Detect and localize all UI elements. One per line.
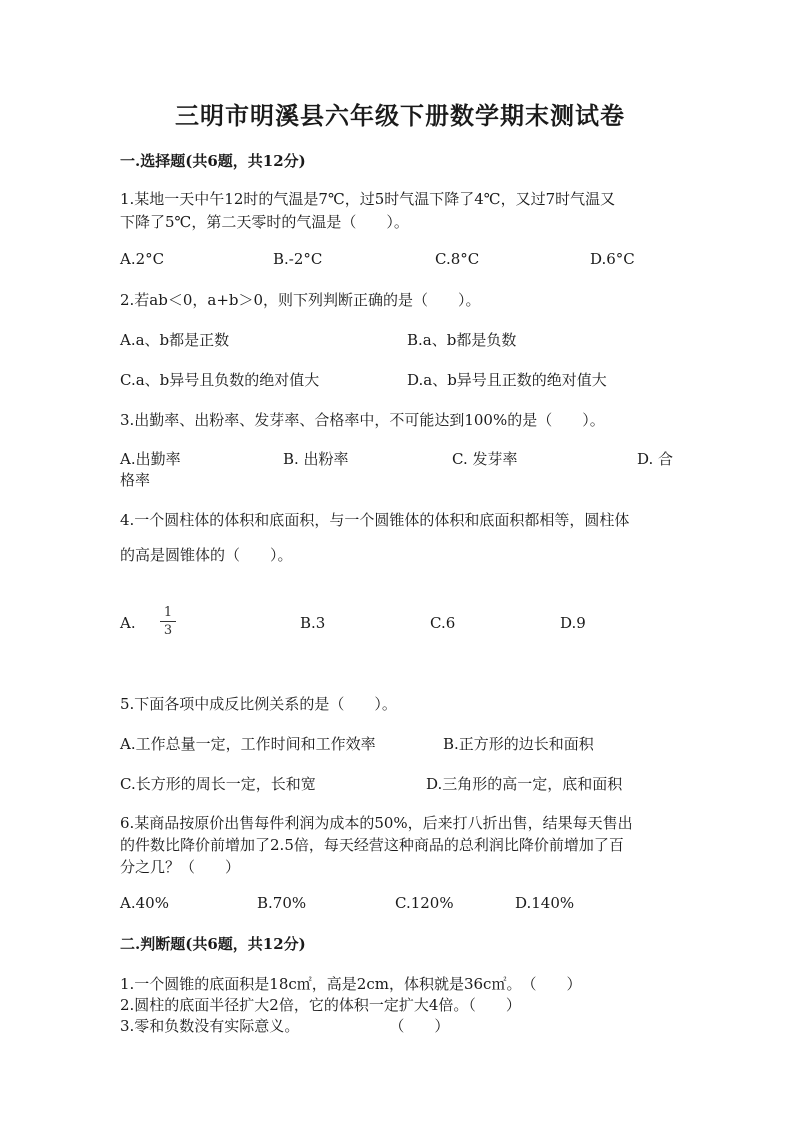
- question-6-text-line1: 6.某商品按原价出售每件利润为成本的50%，后来打八折出售，结果每天售出: [120, 814, 633, 832]
- question-1-text-line1: 1.某地一天中午12时的气温是7℃，过5时气温下降了4℃，又过7时气温又: [120, 190, 616, 208]
- question-5-text: 5.下面各项中成反比例关系的是（ ）。: [120, 695, 397, 713]
- question-6-option-d[interactable]: D.140%: [515, 894, 575, 912]
- question-4-option-a-fraction: [160, 605, 176, 638]
- question-2-option-d[interactable]: D.a、b异号且正数的绝对值大: [407, 371, 607, 389]
- question-5-option-a[interactable]: A.工作总量一定，工作时间和工作效率: [120, 735, 376, 753]
- question-2-option-b[interactable]: B.a、b都是负数: [407, 331, 517, 349]
- question-5-option-c[interactable]: C.长方形的周长一定，长和宽: [120, 775, 316, 793]
- question-4-option-b[interactable]: B.3: [300, 614, 326, 632]
- question-4-option-a-label[interactable]: A.: [120, 614, 136, 632]
- question-4-option-d[interactable]: D.9: [560, 614, 586, 632]
- section-heading-judgement: 二.判断题(共6题，共12分): [120, 935, 306, 953]
- question-3-option-b[interactable]: B. 出粉率: [283, 450, 349, 468]
- question-3-option-d-wrap: 格率: [120, 471, 151, 489]
- question-1-text-line2: 下降了5℃，第二天零时的气温是（ ）。: [120, 213, 409, 231]
- question-5-option-d[interactable]: D.三角形的高一定，底和面积: [426, 775, 623, 793]
- fraction-numerator: 1: [160, 605, 176, 622]
- question-4-text-line2: 的高是圆锥体的（ ）。: [120, 546, 293, 564]
- question-6-option-c[interactable]: C.120%: [395, 894, 454, 912]
- question-4-option-c[interactable]: C.6: [430, 614, 456, 632]
- section-heading-choice: 一.选择题(共6题，共12分): [120, 152, 306, 170]
- judgement-item-1[interactable]: 1.一个圆锥的底面积是18c㎡，高是2cm，体积就是36c㎡。 （ ）: [120, 975, 582, 993]
- question-3-option-c[interactable]: C. 发芽率: [452, 450, 518, 468]
- question-1-option-d[interactable]: D.6°C: [590, 250, 635, 268]
- judgement-item-2[interactable]: 2.圆柱的底面半径扩大2倍，它的体积一定扩大4倍。（ ）: [120, 996, 521, 1014]
- question-6-option-a[interactable]: A.40%: [120, 894, 169, 912]
- question-2-option-c[interactable]: C.a、b异号且负数的绝对值大: [120, 371, 320, 389]
- question-2-text: 2.若ab＜0，a+b＞0，则下列判断正确的是（ ）。: [120, 291, 481, 309]
- page-title: 三明市明溪县六年级下册数学期末测试卷: [175, 101, 625, 130]
- question-6-option-b[interactable]: B.70%: [257, 894, 307, 912]
- question-4-text-line1: 4.一个圆柱体的体积和底面积，与一个圆锥体的体积和底面积都相等，圆柱体: [120, 511, 630, 529]
- question-6-text-line2: 的件数比降价前增加了2.5倍，每天经营这种商品的总利润比降价前增加了百: [120, 836, 624, 854]
- fraction-denominator: 3: [163, 623, 173, 638]
- judgement-item-3[interactable]: 3.零和负数没有实际意义。 （ ）: [120, 1017, 450, 1035]
- question-1-option-a[interactable]: A.2°C: [120, 250, 165, 268]
- question-3-option-a[interactable]: A.出勤率: [120, 450, 181, 468]
- question-6-text-line3: 分之几？（ ）: [120, 858, 241, 876]
- question-3-option-d[interactable]: D. 合: [637, 450, 674, 468]
- question-5-option-b[interactable]: B.正方形的边长和面积: [443, 735, 594, 753]
- question-1-option-b[interactable]: B.-2°C: [273, 250, 323, 268]
- question-3-text: 3.出勤率、出粉率、发芽率、合格率中，不可能达到100%的是（ ）。: [120, 411, 605, 429]
- question-2-option-a[interactable]: A.a、b都是正数: [120, 331, 230, 349]
- question-1-option-c[interactable]: C.8°C: [435, 250, 480, 268]
